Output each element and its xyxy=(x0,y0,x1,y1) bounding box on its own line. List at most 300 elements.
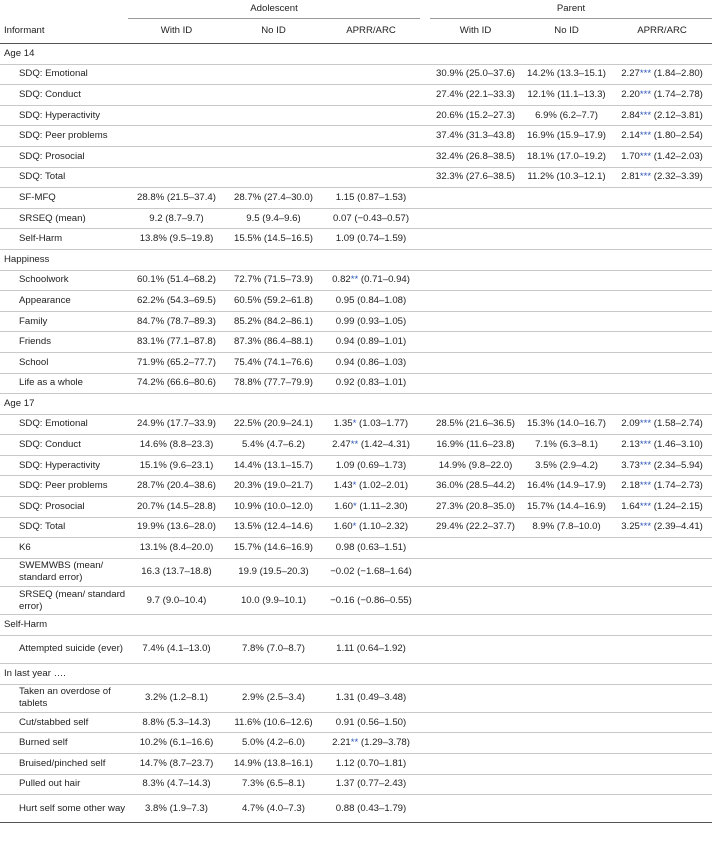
column-gap xyxy=(420,373,430,394)
parent-no-id-cell xyxy=(521,753,612,774)
column-gap xyxy=(420,105,430,126)
parent-with-id-cell xyxy=(430,635,521,663)
adolescent-with-id-cell xyxy=(128,167,225,188)
adolescent-no-id-cell: 28.7% (27.4–30.0) xyxy=(225,188,322,209)
column-gap xyxy=(420,684,430,712)
column-gap xyxy=(420,774,430,795)
parent-with-id-cell xyxy=(430,311,521,332)
informant-label: SDQ: Total xyxy=(0,517,128,538)
informant-label: SDQ: Hyperactivity xyxy=(0,455,128,476)
adolescent-with-id-cell: 10.2% (6.1–16.6) xyxy=(128,733,225,754)
parent-aprr-cell xyxy=(612,188,712,209)
parent-aprr-cell xyxy=(612,635,712,663)
informant-label: Self-Harm xyxy=(0,229,128,250)
adolescent-with-id-cell: 28.8% (21.5–37.4) xyxy=(128,188,225,209)
adolescent-aprr-cell: 0.91 (0.56–1.50) xyxy=(322,712,420,733)
parent-aprr-cell: 3.73*** (2.34–5.94) xyxy=(612,455,712,476)
table-row xyxy=(0,558,712,586)
adolescent-aprr-cell: 2.47** (1.42–4.31) xyxy=(322,435,420,456)
adolescent-with-id-cell: 3.2% (1.2–8.1) xyxy=(128,684,225,712)
adolescent-aprr-cell xyxy=(322,64,420,85)
informant-label: Family xyxy=(0,311,128,332)
adolescent-no-id-cell: 22.5% (20.9–24.1) xyxy=(225,414,322,435)
adolescent-with-id-cell: 3.8% (1.9–7.3) xyxy=(128,795,225,823)
adolescent-aprr-cell: 2.21** (1.29–3.78) xyxy=(322,733,420,754)
adolescent-no-id-cell: 85.2% (84.2–86.1) xyxy=(225,311,322,332)
significance-marker: *** xyxy=(639,459,652,471)
section-label: In last year …. xyxy=(0,664,128,685)
significance-marker: ** xyxy=(350,274,359,286)
adolescent-with-id-cell: 14.7% (8.7–23.7) xyxy=(128,753,225,774)
group-adolescent: Adolescent xyxy=(128,0,420,19)
table-row xyxy=(0,85,712,106)
parent-no-id-cell xyxy=(521,188,612,209)
adolescent-aprr-cell: 0.07 (−0.43–0.57) xyxy=(322,208,420,229)
parent-aprr-cell: 2.18*** (1.74–2.73) xyxy=(612,476,712,497)
adolescent-with-id-cell: 8.8% (5.3–14.3) xyxy=(128,712,225,733)
informant-label: SDQ: Emotional xyxy=(0,64,128,85)
adolescent-aprr-cell: 0.94 (0.86–1.03) xyxy=(322,352,420,373)
parent-no-id-cell: 16.4% (14.9–17.9) xyxy=(521,476,612,497)
table-body xyxy=(0,44,712,823)
parent-no-id-cell: 6.9% (6.2–7.7) xyxy=(521,105,612,126)
informant-label: Burned self xyxy=(0,733,128,754)
table-row xyxy=(0,64,712,85)
adolescent-aprr-cell: 1.15 (0.87–1.53) xyxy=(322,188,420,209)
parent-aprr-cell xyxy=(612,712,712,733)
adolescent-with-id-cell: 83.1% (77.1–87.8) xyxy=(128,332,225,353)
parent-no-id-cell xyxy=(521,352,612,373)
parent-aprr-cell xyxy=(612,753,712,774)
table-row xyxy=(0,167,712,188)
adolescent-with-id-cell: 84.7% (78.7–89.3) xyxy=(128,311,225,332)
informant-label: SWEMWBS (mean/ standard error) xyxy=(0,558,128,586)
section-label: Age 14 xyxy=(0,44,128,65)
informant-label: SDQ: Peer problems xyxy=(0,476,128,497)
parent-with-id-cell xyxy=(430,753,521,774)
adolescent-with-id-cell xyxy=(128,615,225,636)
section-row xyxy=(0,44,712,65)
adolescent-no-id-cell: 72.7% (71.5–73.9) xyxy=(225,270,322,291)
section-row xyxy=(0,615,712,636)
adolescent-no-id-cell: 75.4% (74.1–76.6) xyxy=(225,352,322,373)
adolescent-no-id-cell xyxy=(225,249,322,270)
table-row xyxy=(0,517,712,538)
informant-label: K6 xyxy=(0,538,128,559)
table-row xyxy=(0,684,712,712)
table-row xyxy=(0,753,712,774)
adolescent-with-id-cell: 20.7% (14.5–28.8) xyxy=(128,497,225,518)
informant-label: Attempted suicide (ever) xyxy=(0,635,128,663)
column-gap xyxy=(420,249,430,270)
table-row xyxy=(0,733,712,754)
parent-aprr-cell: 2.13*** (1.46–3.10) xyxy=(612,435,712,456)
col-informant: Informant xyxy=(0,19,128,44)
parent-no-id-cell xyxy=(521,774,612,795)
section-row xyxy=(0,249,712,270)
informant-label: Life as a whole xyxy=(0,373,128,394)
parent-aprr-cell xyxy=(612,795,712,823)
col-gap xyxy=(420,19,430,44)
adolescent-with-id-cell: 15.1% (9.6–23.1) xyxy=(128,455,225,476)
informant-label: SDQ: Total xyxy=(0,167,128,188)
adolescent-with-id-cell xyxy=(128,249,225,270)
informant-label: Appearance xyxy=(0,291,128,312)
informant-label: SDQ: Conduct xyxy=(0,435,128,456)
table-row xyxy=(0,587,712,615)
parent-with-id-cell xyxy=(430,394,521,415)
significance-marker: *** xyxy=(639,439,652,451)
adolescent-with-id-cell: 16.3 (13.7–18.8) xyxy=(128,558,225,586)
table-row xyxy=(0,476,712,497)
table-row xyxy=(0,795,712,823)
adolescent-no-id-cell xyxy=(225,44,322,65)
parent-aprr-cell xyxy=(612,208,712,229)
adolescent-aprr-cell xyxy=(322,249,420,270)
informant-label: SDQ: Conduct xyxy=(0,85,128,106)
parent-no-id-cell xyxy=(521,712,612,733)
significance-marker: ** xyxy=(350,439,359,451)
significance-marker: *** xyxy=(639,130,652,142)
column-gap xyxy=(420,664,430,685)
parent-with-id-cell xyxy=(430,664,521,685)
parent-with-id-cell: 16.9% (11.6–23.8) xyxy=(430,435,521,456)
table-row xyxy=(0,105,712,126)
informant-label: SDQ: Emotional xyxy=(0,414,128,435)
parent-aprr-cell: 1.64*** (1.24–2.15) xyxy=(612,497,712,518)
adolescent-aprr-cell: 1.09 (0.74–1.59) xyxy=(322,229,420,250)
adolescent-aprr-cell: 0.82** (0.71–0.94) xyxy=(322,270,420,291)
informant-label: Schoolwork xyxy=(0,270,128,291)
adolescent-no-id-cell: 78.8% (77.7–79.9) xyxy=(225,373,322,394)
parent-no-id-cell xyxy=(521,270,612,291)
parent-no-id-cell: 12.1% (11.1–13.3) xyxy=(521,85,612,106)
adolescent-aprr-cell xyxy=(322,126,420,147)
adolescent-no-id-cell: 87.3% (86.4–88.1) xyxy=(225,332,322,353)
parent-with-id-cell: 36.0% (28.5–44.2) xyxy=(430,476,521,497)
column-gap xyxy=(420,753,430,774)
adolescent-aprr-cell: 1.37 (0.77–2.43) xyxy=(322,774,420,795)
parent-with-id-cell: 27.4% (22.1–33.3) xyxy=(430,85,521,106)
col-adolescent-aprr: APRR/ARC xyxy=(322,19,420,44)
section-label: Age 17 xyxy=(0,394,128,415)
column-gap xyxy=(420,208,430,229)
table-row xyxy=(0,435,712,456)
parent-no-id-cell xyxy=(521,587,612,615)
adolescent-aprr-cell: 0.98 (0.63–1.51) xyxy=(322,538,420,559)
parent-aprr-cell: 2.81*** (2.32–3.39) xyxy=(612,167,712,188)
adolescent-with-id-cell: 74.2% (66.6–80.6) xyxy=(128,373,225,394)
parent-with-id-cell xyxy=(430,249,521,270)
adolescent-aprr-cell: 1.43* (1.02–2.01) xyxy=(322,476,420,497)
adolescent-aprr-cell: 1.31 (0.49–3.48) xyxy=(322,684,420,712)
column-gap xyxy=(420,394,430,415)
parent-no-id-cell xyxy=(521,795,612,823)
adolescent-no-id-cell: 20.3% (19.0–21.7) xyxy=(225,476,322,497)
parent-aprr-cell xyxy=(612,587,712,615)
adolescent-with-id-cell xyxy=(128,126,225,147)
adolescent-no-id-cell: 5.4% (4.7–6.2) xyxy=(225,435,322,456)
parent-no-id-cell xyxy=(521,44,612,65)
adolescent-aprr-cell: 0.99 (0.93–1.05) xyxy=(322,311,420,332)
column-gap xyxy=(420,635,430,663)
parent-aprr-cell xyxy=(612,332,712,353)
adolescent-aprr-cell: −0.16 (−0.86–0.55) xyxy=(322,587,420,615)
adolescent-aprr-cell xyxy=(322,85,420,106)
parent-aprr-cell xyxy=(612,558,712,586)
adolescent-no-id-cell: 60.5% (59.2–61.8) xyxy=(225,291,322,312)
adolescent-aprr-cell: 0.92 (0.83–1.01) xyxy=(322,373,420,394)
adolescent-aprr-cell xyxy=(322,615,420,636)
parent-no-id-cell xyxy=(521,229,612,250)
parent-with-id-cell xyxy=(430,44,521,65)
table-row xyxy=(0,497,712,518)
adolescent-no-id-cell: 15.7% (14.6–16.9) xyxy=(225,538,322,559)
header-gap xyxy=(420,0,430,19)
column-gap xyxy=(420,435,430,456)
parent-with-id-cell xyxy=(430,558,521,586)
adolescent-with-id-cell: 8.3% (4.7–14.3) xyxy=(128,774,225,795)
column-gap xyxy=(420,615,430,636)
parent-aprr-cell: 2.27*** (1.84–2.80) xyxy=(612,64,712,85)
col-adolescent-with-id: With ID xyxy=(128,19,225,44)
column-gap xyxy=(420,188,430,209)
adolescent-with-id-cell: 60.1% (51.4–68.2) xyxy=(128,270,225,291)
parent-with-id-cell xyxy=(430,229,521,250)
adolescent-with-id-cell xyxy=(128,85,225,106)
column-gap xyxy=(420,85,430,106)
table-row xyxy=(0,373,712,394)
parent-with-id-cell xyxy=(430,733,521,754)
column-gap xyxy=(420,517,430,538)
informant-label: Bruised/pinched self xyxy=(0,753,128,774)
column-gap xyxy=(420,733,430,754)
parent-with-id-cell xyxy=(430,188,521,209)
parent-with-id-cell: 14.9% (9.8–22.0) xyxy=(430,455,521,476)
column-gap xyxy=(420,795,430,823)
adolescent-no-id-cell xyxy=(225,615,322,636)
parent-aprr-cell xyxy=(612,373,712,394)
column-gap xyxy=(420,311,430,332)
parent-no-id-cell xyxy=(521,684,612,712)
parent-with-id-cell: 37.4% (31.3–43.8) xyxy=(430,126,521,147)
section-label: Happiness xyxy=(0,249,128,270)
adolescent-aprr-cell xyxy=(322,146,420,167)
table-row xyxy=(0,455,712,476)
adolescent-no-id-cell: 19.9 (19.5–20.3) xyxy=(225,558,322,586)
parent-aprr-cell xyxy=(612,615,712,636)
adolescent-aprr-cell: −0.02 (−1.68–1.64) xyxy=(322,558,420,586)
column-gap xyxy=(420,64,430,85)
adolescent-no-id-cell: 4.7% (4.0–7.3) xyxy=(225,795,322,823)
parent-no-id-cell: 16.9% (15.9–17.9) xyxy=(521,126,612,147)
column-gap xyxy=(420,270,430,291)
adolescent-aprr-cell: 0.94 (0.89–1.01) xyxy=(322,332,420,353)
adolescent-with-id-cell: 28.7% (20.4–38.6) xyxy=(128,476,225,497)
column-gap xyxy=(420,146,430,167)
parent-no-id-cell: 14.2% (13.3–15.1) xyxy=(521,64,612,85)
informant-label: Taken an overdose of tablets xyxy=(0,684,128,712)
table-row xyxy=(0,208,712,229)
parent-aprr-cell xyxy=(612,291,712,312)
adolescent-aprr-cell: 0.88 (0.43–1.79) xyxy=(322,795,420,823)
table-row xyxy=(0,635,712,663)
parent-no-id-cell: 8.9% (7.8–10.0) xyxy=(521,517,612,538)
parent-aprr-cell: 2.84*** (2.12–3.81) xyxy=(612,105,712,126)
parent-no-id-cell xyxy=(521,664,612,685)
parent-no-id-cell xyxy=(521,249,612,270)
group-parent: Parent xyxy=(430,0,712,19)
significance-marker: * xyxy=(352,500,357,512)
parent-with-id-cell: 29.4% (22.2–37.7) xyxy=(430,517,521,538)
adolescent-with-id-cell: 14.6% (8.8–23.3) xyxy=(128,435,225,456)
adolescent-aprr-cell: 1.35* (1.03–1.77) xyxy=(322,414,420,435)
adolescent-with-id-cell: 13.8% (9.5–19.8) xyxy=(128,229,225,250)
table-row xyxy=(0,712,712,733)
parent-with-id-cell: 27.3% (20.8–35.0) xyxy=(430,497,521,518)
adolescent-aprr-cell xyxy=(322,394,420,415)
column-gap xyxy=(420,414,430,435)
col-parent-aprr: APRR/ARC xyxy=(612,19,712,44)
significance-marker: ** xyxy=(350,737,359,749)
significance-marker: *** xyxy=(639,171,652,183)
parent-with-id-cell: 28.5% (21.6–36.5) xyxy=(430,414,521,435)
parent-with-id-cell xyxy=(430,352,521,373)
table-row xyxy=(0,146,712,167)
significance-marker: *** xyxy=(639,150,652,162)
parent-aprr-cell xyxy=(612,684,712,712)
column-gap xyxy=(420,712,430,733)
informant-label: SDQ: Prosocial xyxy=(0,497,128,518)
table-row xyxy=(0,774,712,795)
parent-aprr-cell xyxy=(612,229,712,250)
adolescent-no-id-cell: 13.5% (12.4–14.6) xyxy=(225,517,322,538)
column-gap xyxy=(420,332,430,353)
adolescent-no-id-cell: 14.9% (13.8–16.1) xyxy=(225,753,322,774)
adolescent-no-id-cell xyxy=(225,167,322,188)
parent-no-id-cell xyxy=(521,558,612,586)
column-gap xyxy=(420,538,430,559)
parent-with-id-cell xyxy=(430,332,521,353)
adolescent-with-id-cell: 71.9% (65.2–77.7) xyxy=(128,352,225,373)
parent-with-id-cell xyxy=(430,208,521,229)
parent-aprr-cell xyxy=(612,538,712,559)
parent-no-id-cell xyxy=(521,311,612,332)
adolescent-with-id-cell: 13.1% (8.4–20.0) xyxy=(128,538,225,559)
table-row xyxy=(0,291,712,312)
column-gap xyxy=(420,587,430,615)
adolescent-no-id-cell: 14.4% (13.1–15.7) xyxy=(225,455,322,476)
adolescent-aprr-cell: 1.60* (1.10–2.32) xyxy=(322,517,420,538)
parent-with-id-cell: 32.4% (26.8–38.5) xyxy=(430,146,521,167)
table-row xyxy=(0,188,712,209)
adolescent-aprr-cell: 1.12 (0.70–1.81) xyxy=(322,753,420,774)
adolescent-no-id-cell xyxy=(225,394,322,415)
informant-label: SRSEQ (mean/ standard error) xyxy=(0,587,128,615)
adolescent-no-id-cell: 9.5 (9.4–9.6) xyxy=(225,208,322,229)
parent-aprr-cell xyxy=(612,664,712,685)
parent-aprr-cell xyxy=(612,352,712,373)
parent-aprr-cell xyxy=(612,733,712,754)
section-label: Self-Harm xyxy=(0,615,128,636)
informant-label: SDQ: Prosocial xyxy=(0,146,128,167)
significance-marker: *** xyxy=(639,500,652,512)
column-gap xyxy=(420,455,430,476)
adolescent-no-id-cell: 7.3% (6.5–8.1) xyxy=(225,774,322,795)
adolescent-no-id-cell xyxy=(225,64,322,85)
parent-with-id-cell: 32.3% (27.6–38.5) xyxy=(430,167,521,188)
parent-with-id-cell xyxy=(430,712,521,733)
parent-no-id-cell: 7.1% (6.3–8.1) xyxy=(521,435,612,456)
parent-aprr-cell xyxy=(612,270,712,291)
parent-with-id-cell xyxy=(430,291,521,312)
informant-label: SDQ: Hyperactivity xyxy=(0,105,128,126)
adolescent-no-id-cell: 10.0 (9.9–10.1) xyxy=(225,587,322,615)
parent-aprr-cell: 2.09*** (1.58–2.74) xyxy=(612,414,712,435)
parent-with-id-cell xyxy=(430,795,521,823)
column-gap xyxy=(420,497,430,518)
parent-no-id-cell xyxy=(521,615,612,636)
parent-with-id-cell: 30.9% (25.0–37.6) xyxy=(430,64,521,85)
adolescent-aprr-cell xyxy=(322,105,420,126)
parent-no-id-cell xyxy=(521,332,612,353)
adolescent-with-id-cell: 19.9% (13.6–28.0) xyxy=(128,517,225,538)
parent-aprr-cell: 2.20*** (1.74–2.78) xyxy=(612,85,712,106)
adolescent-with-id-cell: 62.2% (54.3–69.5) xyxy=(128,291,225,312)
informant-label: Pulled out hair xyxy=(0,774,128,795)
adolescent-no-id-cell: 10.9% (10.0–12.0) xyxy=(225,497,322,518)
adolescent-no-id-cell xyxy=(225,105,322,126)
parent-aprr-cell: 2.14*** (1.80–2.54) xyxy=(612,126,712,147)
adolescent-no-id-cell: 2.9% (2.5–3.4) xyxy=(225,684,322,712)
column-gap xyxy=(420,291,430,312)
adolescent-with-id-cell xyxy=(128,664,225,685)
adolescent-no-id-cell xyxy=(225,126,322,147)
parent-no-id-cell xyxy=(521,291,612,312)
column-gap xyxy=(420,352,430,373)
adolescent-no-id-cell: 7.8% (7.0–8.7) xyxy=(225,635,322,663)
adolescent-with-id-cell xyxy=(128,105,225,126)
table-row xyxy=(0,414,712,435)
adolescent-with-id-cell: 7.4% (4.1–13.0) xyxy=(128,635,225,663)
informant-label: Cut/stabbed self xyxy=(0,712,128,733)
parent-aprr-cell xyxy=(612,311,712,332)
column-gap xyxy=(420,229,430,250)
parent-aprr-cell: 3.25*** (2.39–4.41) xyxy=(612,517,712,538)
table-row xyxy=(0,229,712,250)
significance-marker: *** xyxy=(639,418,652,430)
parent-with-id-cell xyxy=(430,684,521,712)
parent-no-id-cell: 3.5% (2.9–4.2) xyxy=(521,455,612,476)
column-gap xyxy=(420,126,430,147)
parent-aprr-cell xyxy=(612,44,712,65)
informant-label: School xyxy=(0,352,128,373)
significance-marker: * xyxy=(352,418,357,430)
parent-with-id-cell: 20.6% (15.2–27.3) xyxy=(430,105,521,126)
parent-with-id-cell xyxy=(430,774,521,795)
parent-aprr-cell xyxy=(612,249,712,270)
section-row xyxy=(0,394,712,415)
adolescent-no-id-cell: 15.5% (14.5–16.5) xyxy=(225,229,322,250)
parent-aprr-cell xyxy=(612,394,712,415)
significance-marker: * xyxy=(352,521,357,533)
adolescent-aprr-cell xyxy=(322,167,420,188)
parent-no-id-cell xyxy=(521,208,612,229)
table-row xyxy=(0,311,712,332)
parent-aprr-cell xyxy=(612,774,712,795)
table-row xyxy=(0,352,712,373)
adolescent-with-id-cell: 9.7 (9.0–10.4) xyxy=(128,587,225,615)
